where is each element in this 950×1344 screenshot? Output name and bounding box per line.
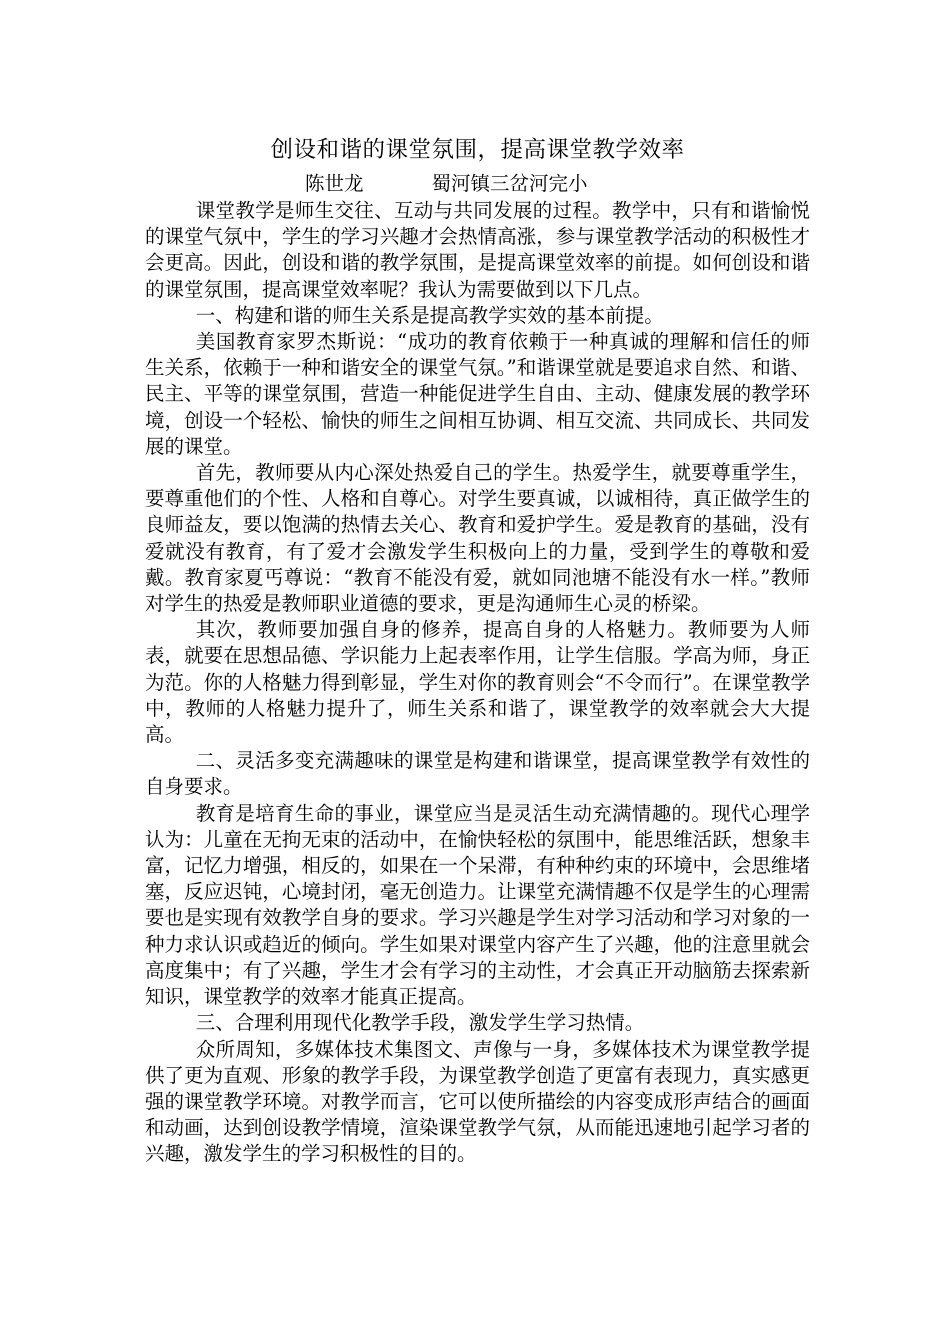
paragraph-multimedia: 众所周知，多媒体技术集图文、声像与一身，多媒体技术为课堂教学提供了更为直观、形象的教学手段，为课堂教学创造了更富有表现力，真实感更强的课堂教学环境。对教学而言，它可以使所描绘的内容变成形声结合的画面和动画，达到创设教学情境，渲染课堂教学气氛，从而能迅速地引起学习者的兴趣，激发学生的学习积极性的目的。 <box>145 1037 810 1166</box>
section-heading-3: 三、合理利用现代化教学手段，激发学生学习热情。 <box>195 1011 645 1035</box>
school-name: 蜀河镇三岔河完小 <box>431 172 588 195</box>
paragraph-intro: 课堂教学是师生交往、互动与共同发展的过程。教学中，只有和谐愉悦的课堂气氛中，学生的学习兴趣才会热情高涨，参与课堂教学活动的积极性才会更高。因此，创设和谐的教学氛围，是提高课堂效率的前提。如何创设和谐的课堂氛围，提高课堂效率呢？我认为需要做到以下几点。 <box>145 199 810 301</box>
byline <box>145 170 810 198</box>
paragraph-first: 首先，教师要从内心深处热爱自己的学生。热爱学生，就要尊重学生，要尊重他们的个性、人格和自尊心。对学生要真诚，以诚相待，真正做学生的良师益友，要以饱满的热情去关心、教育和爱护学生。爱是教育的基础，没有爱就没有教育，有了爱才会激发学生积极向上的力量，受到学生的尊敬和爱戴。教育家夏丐尊说：“教育不能没有爱，就如同池塘不能没有水一样。”教师对学生的热爱是教师职业道德的要求，更是沟通师生心灵的桥梁。 <box>145 461 810 616</box>
document-page <box>145 130 810 1168</box>
author-name: 陈世龙 <box>305 172 364 195</box>
paragraph-interest: 教育是培育生命的事业，课堂应当是灵活生动充满情趣的。现代心理学认为：儿童在无拘无束的活动中，在愉快轻松的氛围中，能思维活跃，想象丰富，记忆力增强，相反的，如果在一个呆滞，有种种约束的环境中，会思维堵塞，反应迟钝，心境封闭，毫无创造力。让课堂充满情趣不仅是学生的心理需要也是实现有效教学自身的要求。学习兴趣是学生对学习活动和学习对象的一种力求认识或趋近的倾向。学生如果对课堂内容产生了兴趣，他的注意里就会高度集中；有了兴趣，学生才会有学习的主动性，才会真正开动脑筋去探索新知识，课堂教学的效率才能真正提高。 <box>145 801 810 1009</box>
document-title: 创设和谐的课堂氛围，提高课堂教学效率 <box>270 137 685 163</box>
paragraph-second: 其次，教师要加强自身的修养，提高自身的人格魅力。教师要为人师表，就要在思想品德、学识能力上起表率作用，让学生信服。学高为师，身正为范。你的人格魅力得到彰显，学生对你的教育则会“不令而行”。在课堂教学中，教师的人格魅力提升了，师生关系和谐了，课堂教学的效率就会大大提高。 <box>145 618 810 747</box>
paragraph-rogers-quote: 美国教育家罗杰斯说：“成功的教育依赖于一种真诚的理解和信任的师生关系，依赖于一种和谐安全的课堂气氛。”和谐课堂就是要追求自然、和谐、民主、平等的课堂氛围，营造一种能促进学生自由、主动、健康发展的教学环境，创设一个轻松、愉快的师生之间相互协调、相互交流、共同成长、共同发展的课堂。 <box>145 330 810 458</box>
section-heading-2: 二、灵活多变充满趣味的课堂是构建和谐课堂，提高课堂教学有效性的自身要求。 <box>145 749 810 799</box>
section-heading-1: 一、构建和谐的师生关系是提高教学实效的基本前提。 <box>195 303 664 327</box>
